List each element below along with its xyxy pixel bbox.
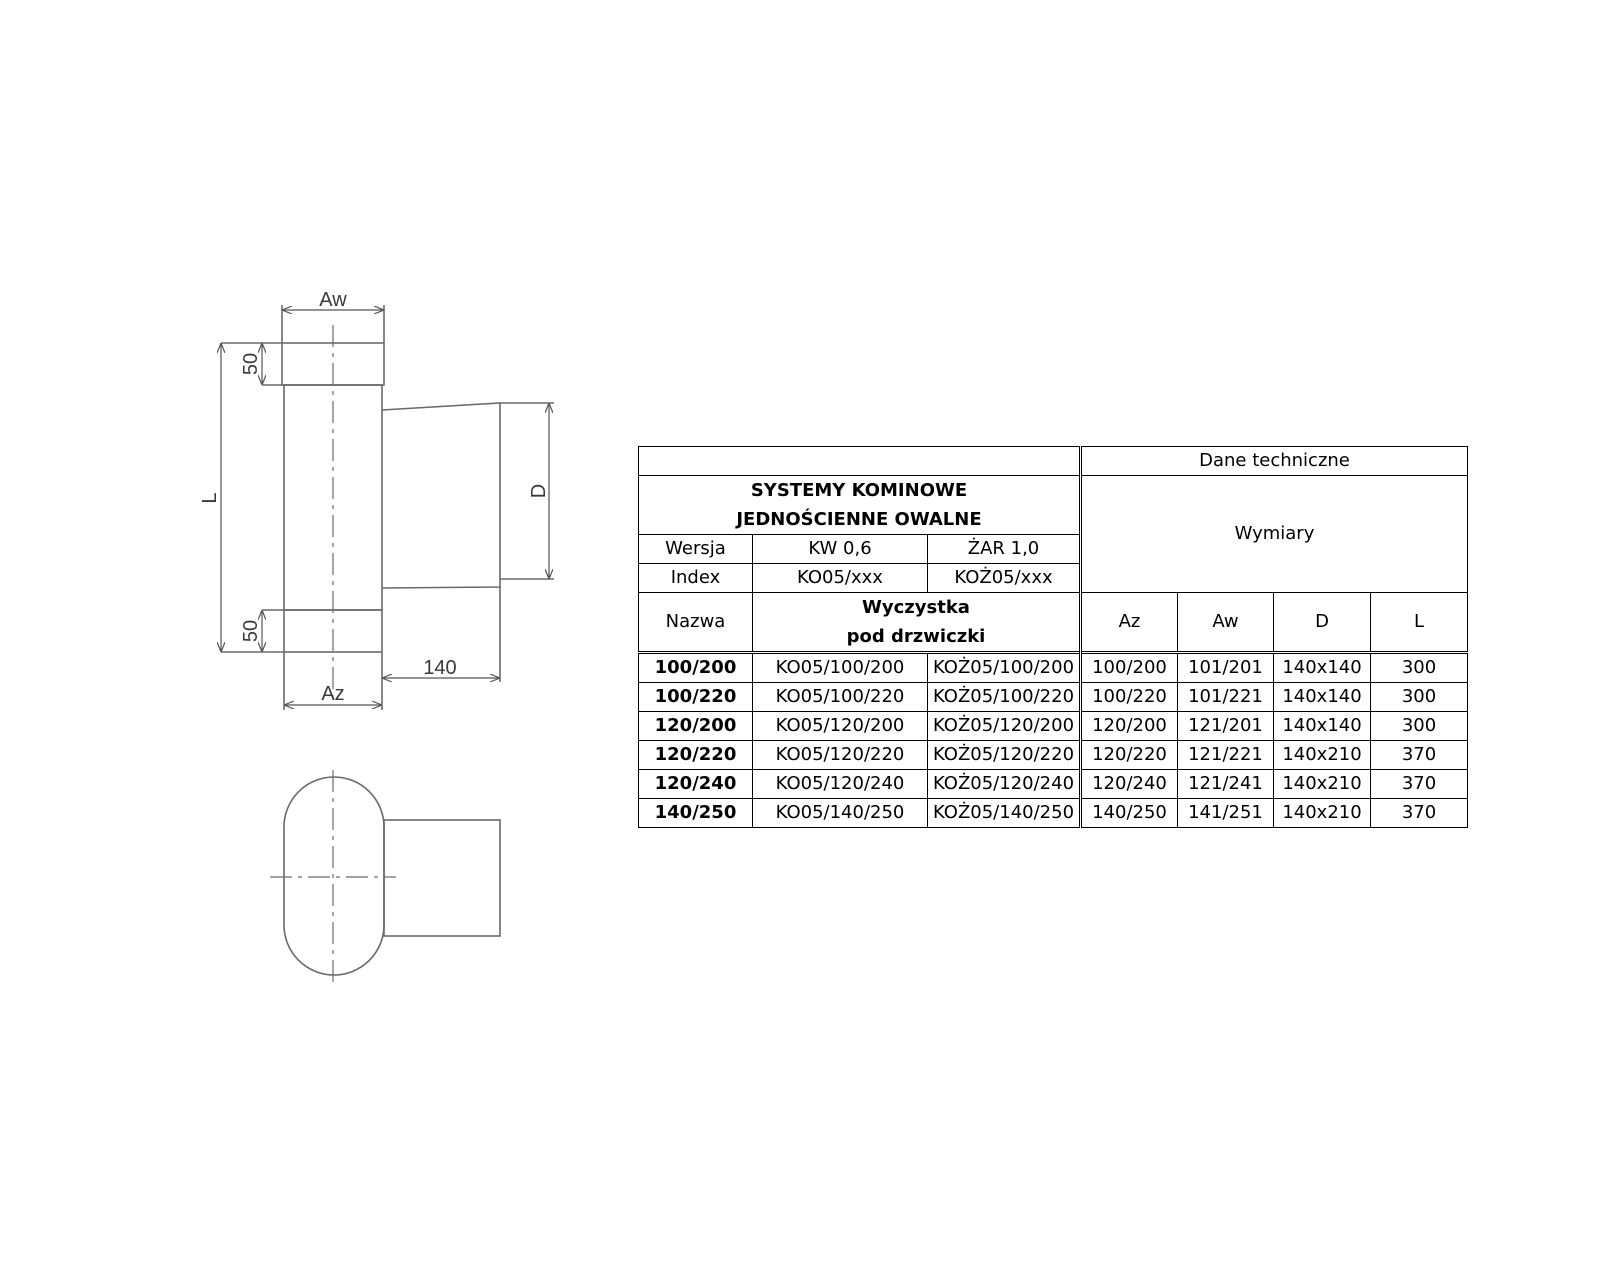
wersja-kw: KW 0,6 [753, 535, 928, 564]
dim-label-l: L [199, 492, 221, 504]
product-name [753, 593, 1081, 653]
header-wymiary: Wymiary [1081, 476, 1468, 593]
cell-kw: KO05/120/200 [753, 712, 928, 741]
oval-section [284, 777, 384, 975]
system-name-line1: SYSTEMY KOMINOWE [750, 480, 968, 501]
cell-zar: KOŻ05/100/220 [928, 683, 1081, 712]
table-system-row [639, 476, 1468, 535]
cell-l: 370 [1371, 741, 1468, 770]
col-header-az: Az [1081, 593, 1178, 653]
header-dane-techniczne: Dane techniczne [1081, 447, 1468, 476]
table-row [639, 799, 1468, 828]
cell-aw: 141/251 [1178, 799, 1274, 828]
cell-az: 100/200 [1081, 653, 1178, 683]
cell-l: 300 [1371, 653, 1468, 683]
cell-kw: KO05/100/200 [753, 653, 928, 683]
cell-d: 140x140 [1274, 712, 1371, 741]
dim-label-d: D [528, 483, 550, 499]
col-header-aw: Aw [1178, 593, 1274, 653]
index-kw: KO05/xxx [753, 564, 928, 593]
spec-table [638, 446, 1468, 828]
cell-name: 100/200 [639, 653, 753, 683]
index-label: Index [639, 564, 753, 593]
side-outlet [382, 403, 500, 588]
cell-az: 100/220 [1081, 683, 1178, 712]
table-row [639, 653, 1468, 683]
top-view [270, 770, 500, 985]
cell-az: 120/200 [1081, 712, 1178, 741]
table-row [639, 741, 1468, 770]
cell-kw: KO05/120/220 [753, 741, 928, 770]
dim-label-top: 50 [240, 352, 262, 376]
table-row [639, 770, 1468, 799]
cell-az: 120/220 [1081, 741, 1178, 770]
dim-label-bottom: 50 [240, 619, 262, 643]
cell-d: 140x210 [1274, 770, 1371, 799]
table-row [639, 683, 1468, 712]
product-name-line2: pod drzwiczki [846, 626, 986, 647]
cell-kw: KO05/100/220 [753, 683, 928, 712]
index-zar: KOŻ05/xxx [928, 564, 1081, 593]
cell-aw: 121/221 [1178, 741, 1274, 770]
cell-zar: KOŻ05/100/200 [928, 653, 1081, 683]
cell-zar: KOŻ05/140/250 [928, 799, 1081, 828]
cell-d: 140x140 [1274, 683, 1371, 712]
cell-aw: 101/221 [1178, 683, 1274, 712]
cell-az: 120/240 [1081, 770, 1178, 799]
table-body [639, 653, 1468, 828]
cell-name: 120/220 [639, 741, 753, 770]
system-name-line2: JEDNOŚCIENNE OWALNE [736, 509, 982, 530]
cell-aw: 101/201 [1178, 653, 1274, 683]
cell-name: 140/250 [639, 799, 753, 828]
cell-d: 140x210 [1274, 799, 1371, 828]
col-header-l: L [1371, 593, 1468, 653]
cell-d: 140x140 [1274, 653, 1371, 683]
table-header-row [639, 447, 1468, 476]
cell-d: 140x210 [1274, 741, 1371, 770]
dim-label-offset: 140 [423, 657, 457, 679]
side-view [221, 305, 554, 710]
cell-zar: KOŻ05/120/200 [928, 712, 1081, 741]
wersja-zar: ŻAR 1,0 [928, 535, 1081, 564]
cell-zar: KOŻ05/120/240 [928, 770, 1081, 799]
cell-name: 120/200 [639, 712, 753, 741]
cell-aw: 121/201 [1178, 712, 1274, 741]
product-name-line1: Wyczystka [862, 597, 970, 618]
header-system-name [639, 476, 1081, 535]
cell-name: 120/240 [639, 770, 753, 799]
cell-zar: KOŻ05/120/220 [928, 741, 1081, 770]
nazwa-label: Nazwa [639, 593, 753, 653]
cell-kw: KO05/120/240 [753, 770, 928, 799]
cell-aw: 121/241 [1178, 770, 1274, 799]
cell-l: 370 [1371, 799, 1468, 828]
cell-name: 100/220 [639, 683, 753, 712]
cell-l: 300 [1371, 683, 1468, 712]
cell-l: 300 [1371, 712, 1468, 741]
cell-l: 370 [1371, 770, 1468, 799]
cell-kw: KO05/140/250 [753, 799, 928, 828]
dim-label-aw: Aw [319, 289, 347, 311]
col-header-d: D [1274, 593, 1371, 653]
outlet-section [384, 820, 500, 936]
table-column-header-row [639, 593, 1468, 653]
dim-label-az: Az [321, 683, 345, 705]
cell-az: 140/250 [1081, 799, 1178, 828]
wersja-label: Wersja [639, 535, 753, 564]
table-row [639, 712, 1468, 741]
